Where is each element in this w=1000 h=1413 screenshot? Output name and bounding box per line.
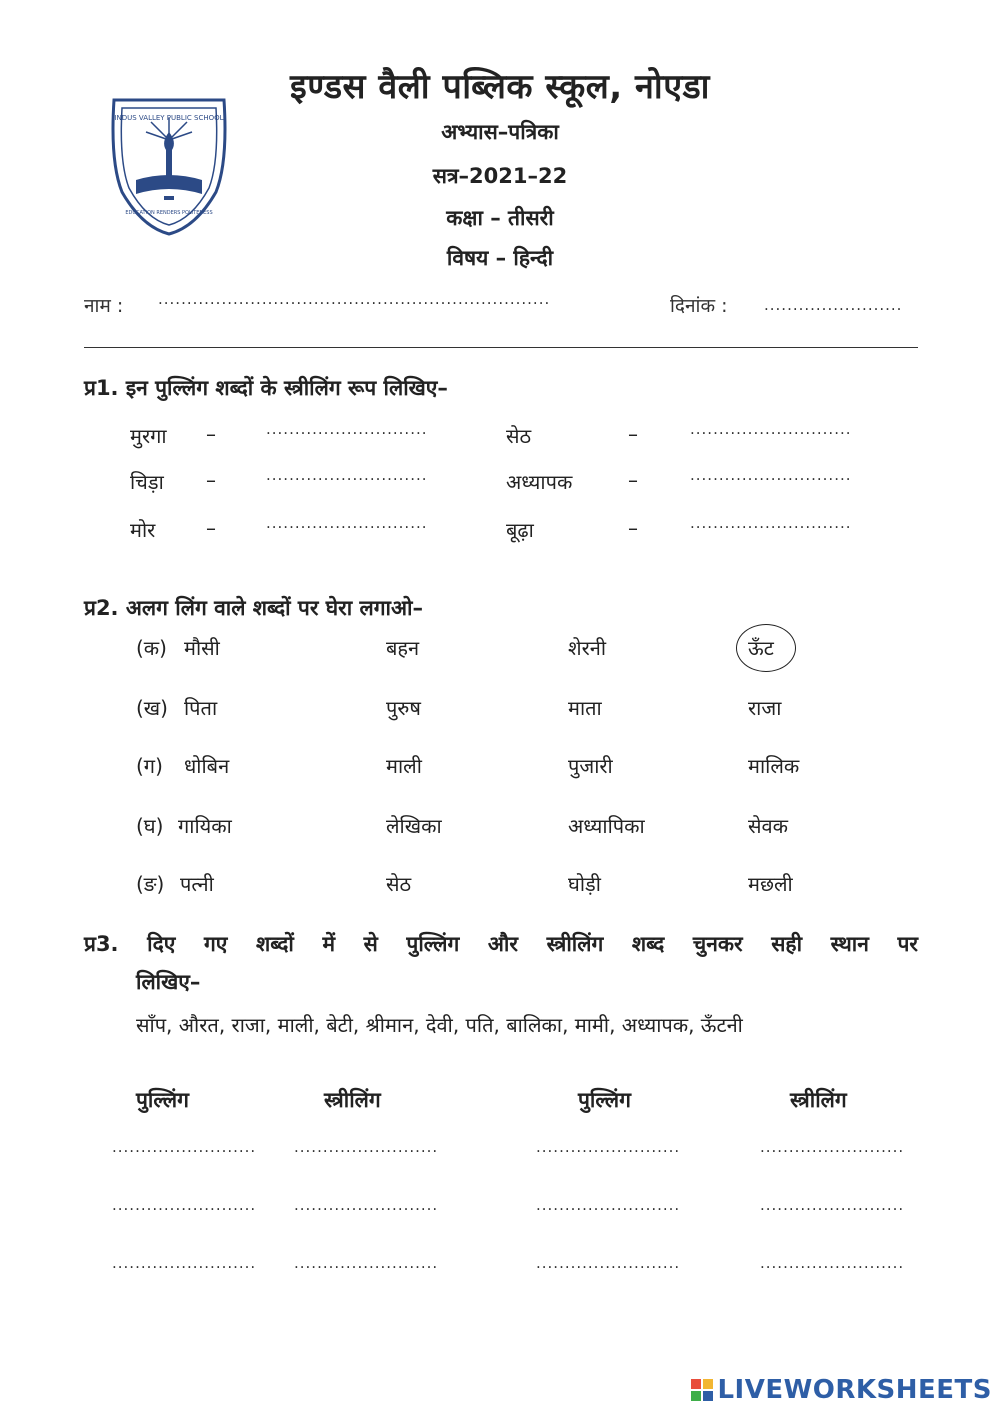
q2-word[interactable]: मौसी: [184, 636, 220, 660]
q1-answer-field[interactable]: ............................: [690, 466, 852, 484]
col-header-masculine: पुल्लिंग: [578, 1088, 631, 1112]
col-header-feminine: स्त्रीलिंग: [790, 1088, 847, 1112]
q3-answer-field[interactable]: .........................: [536, 1196, 681, 1214]
date-label: दिनांक :: [670, 295, 728, 317]
q2-word[interactable]: शेरनी: [568, 636, 607, 660]
q3-title: प्र3. दिए गए शब्दों में से पुल्लिंग और स्त्रीलिंग शब्द चुनकर सही स्थान पर: [84, 932, 918, 956]
divider: [84, 347, 918, 348]
q2-row-label: (ख): [136, 696, 168, 720]
q1-dash: –: [206, 422, 216, 446]
q1-word: मुरगा: [130, 424, 167, 448]
col-header-feminine: स्त्रीलिंग: [324, 1088, 381, 1112]
q1-dash: –: [206, 468, 216, 492]
q2-word[interactable]: पिता: [184, 696, 218, 720]
col-header-masculine: पुल्लिंग: [136, 1088, 189, 1112]
q2-word[interactable]: पुरुष: [386, 696, 421, 720]
q3-answer-field[interactable]: .........................: [760, 1196, 905, 1214]
q2-row-label: (ग): [136, 754, 163, 778]
logo-text-bottom: EDUCATION RENDERS POLITENESS: [125, 210, 213, 216]
q2-word[interactable]: माता: [568, 696, 602, 720]
liveworksheets-logo: [691, 1375, 992, 1405]
q1-answer-field[interactable]: ............................: [266, 420, 428, 438]
class-label: कक्षा – तीसरी: [446, 206, 554, 230]
q3-answer-field[interactable]: .........................: [294, 1254, 439, 1272]
q2-word[interactable]: माली: [386, 754, 422, 778]
subject-label: विषय – हिन्दी: [446, 246, 554, 270]
sheet-title: अभ्यास–पत्रिका: [441, 120, 559, 144]
q3-answer-field[interactable]: .........................: [112, 1138, 257, 1156]
q2-word[interactable]: सेठ: [386, 872, 412, 896]
q2-word[interactable]: धोबिन: [184, 754, 230, 778]
q1-title: प्र1. इन पुल्लिंग शब्दों के स्त्रीलिंग रूप लिखिए–: [84, 376, 448, 400]
q2-word[interactable]: पत्नी: [180, 872, 214, 896]
q1-answer-field[interactable]: ............................: [690, 514, 852, 532]
q3-title-cont: लिखिए–: [136, 970, 201, 994]
date-field[interactable]: ........................: [764, 296, 903, 314]
q3-answer-field[interactable]: .........................: [294, 1196, 439, 1214]
q1-dash: –: [628, 468, 638, 492]
logo-text-top: INDUS VALLEY PUBLIC SCHOOL: [114, 114, 224, 122]
q2-word[interactable]: मालिक: [748, 754, 800, 778]
q3-answer-field[interactable]: .........................: [760, 1138, 905, 1156]
q1-word: चिड़ा: [130, 470, 164, 494]
q2-word[interactable]: बहन: [386, 636, 420, 660]
q2-word[interactable]: लेखिका: [386, 814, 442, 838]
q1-word: सेठ: [506, 424, 532, 448]
q2-word[interactable]: घोड़ी: [568, 872, 601, 896]
liveworksheets-text: LIVEWORKSHEETS: [717, 1375, 992, 1405]
q2-word[interactable]: सेवक: [748, 814, 788, 838]
q2-title: प्र2. अलग लिंग वाले शब्दों पर घेरा लगाओ–: [84, 596, 423, 620]
q3-answer-field[interactable]: .........................: [536, 1254, 681, 1272]
q2-word[interactable]: पुजारी: [568, 754, 613, 778]
liveworksheets-icon: [691, 1379, 713, 1401]
q3-answer-field[interactable]: .........................: [760, 1254, 905, 1272]
q1-answer-field[interactable]: ............................: [266, 466, 428, 484]
session-label: सत्र–2021–22: [432, 164, 568, 188]
q1-word: अध्यापक: [506, 470, 573, 494]
q3-word-list: साँप, औरत, राजा, माली, बेटी, श्रीमान, देवी, पति, बालिका, मामी, अध्यापक, ऊँटनी: [136, 1013, 743, 1037]
name-field[interactable]: ....................................................................: [158, 290, 551, 308]
q2-row-label: (ङ): [136, 872, 165, 896]
school-title: इण्डस वैली पब्लिक स्कूल, नोएडा: [290, 67, 710, 107]
q1-dash: –: [628, 516, 638, 540]
q3-answer-field[interactable]: .........................: [112, 1254, 257, 1272]
q2-word[interactable]: अध्यापिका: [568, 814, 645, 838]
q2-word[interactable]: मछली: [748, 872, 793, 896]
q1-dash: –: [628, 422, 638, 446]
q1-answer-field[interactable]: ............................: [266, 514, 428, 532]
q2-row-label: (घ): [136, 814, 164, 838]
q3-answer-field[interactable]: .........................: [536, 1138, 681, 1156]
q3-answer-field[interactable]: .........................: [294, 1138, 439, 1156]
q2-word[interactable]: गायिका: [178, 814, 232, 838]
q1-word: मोर: [130, 518, 156, 542]
q3-answer-field[interactable]: .........................: [112, 1196, 257, 1214]
q2-row-label: (क): [136, 636, 167, 660]
name-label: नाम :: [84, 295, 124, 317]
q2-word-circled[interactable]: ऊँट: [748, 636, 774, 660]
q1-answer-field[interactable]: ............................: [690, 420, 852, 438]
q1-word: बूढ़ा: [506, 518, 534, 542]
q2-word[interactable]: राजा: [748, 696, 782, 720]
q1-dash: –: [206, 516, 216, 540]
